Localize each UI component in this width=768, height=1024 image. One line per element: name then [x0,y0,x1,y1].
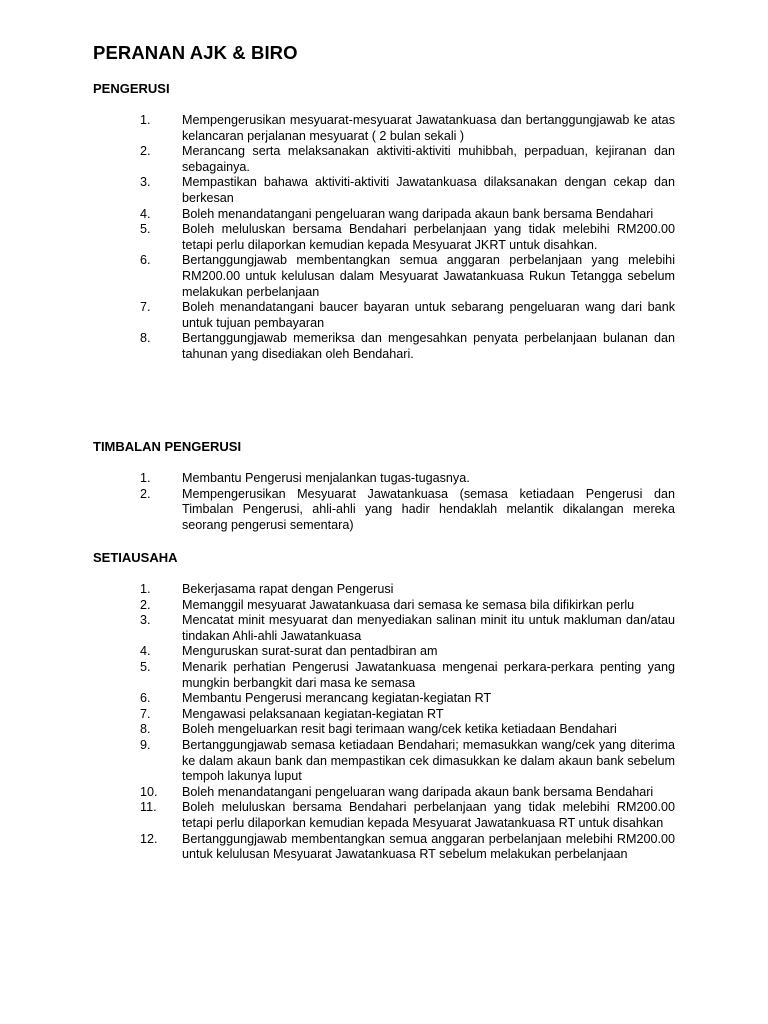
item-text: Mencatat minit mesyuarat dan menyediakan salinan minit itu untuk makluman dan/atau tindakan Ahli-ahli Jawatankuasa [182,613,675,643]
list-item [140,738,675,785]
item-text: Boleh meluluskan bersama Bendahari perbelanjaan yang tidak melebihi RM200.00 tetapi perlu dilaporkan kemudian kepada Mesyuarat Jawatankuasa RT untuk disahkan [182,800,675,830]
item-number: 6. [140,253,151,268]
list-item [140,207,675,223]
section-list-setiausaha [140,582,675,863]
item-number: 11. [140,800,157,815]
item-text: Boleh menandatangani pengeluaran wang daripada akaun bank bersama Bendahari [182,784,654,799]
item-text: Boleh meluluskan bersama Bendahari perbelanjaan yang tidak melebihi RM200.00 tetapi perlu dilaporkan kemudian kepada Mesyuarat JKRT untuk disahkan. [182,222,675,252]
list-item [140,175,675,206]
item-number: 6. [140,691,151,706]
item-number: 2. [140,597,151,612]
section-heading-setiausaha: SETIAUSAHA [93,550,178,565]
item-text: Bertanggungjawab membentangkan semua anggaran perbelanjaan yang melebihi RM200.00 untuk kelulusan dalam Mesyuarat Jawatankuasa Rukun Tetangga sebelum melakukan perbelanjaan [182,253,675,299]
item-number: 2. [140,144,151,159]
list-item [140,691,675,707]
list-item [140,722,675,738]
list-item [140,300,675,331]
item-text: Bertanggungjawab membentangkan semua anggaran perbelanjaan melebihi RM200.00 untuk kelulusan Mesyuarat Jawatankuasa RT sebelum melakukan perbelanjaan [182,831,675,862]
item-number: 1. [140,582,151,596]
list-item [140,113,675,144]
item-number: 8. [140,722,151,737]
item-text: Menarik perhatian Pengerusi Jawatankuasa mengenai perkara-perkara penting yang mungkin berbangkit dari masa ke semasa [182,659,675,690]
section-heading-timbalan-pengerusi: TIMBALAN PENGERUSI [93,439,242,454]
list-item [140,707,675,723]
item-text: Mengawasi pelaksanaan kegiatan-kegiatan RT [182,706,444,721]
list-item [140,832,675,863]
section-list-pengerusi [140,113,675,363]
item-text: Mempengerusikan Mesyuarat Jawatankuasa (semasa ketiadaan Pengerusi dan Timbalan Pengerusi, ahli-ahli yang hadir hendaklah melantik dikalangan mereka seorang pengerusi sementara) [182,486,675,532]
list-item [140,331,675,362]
list-item [140,660,675,691]
item-text: Membantu Pengerusi menjalankan tugas-tugasnya. [182,471,470,485]
item-number: 3. [140,175,151,190]
item-text: Boleh mengeluarkan resit bagi terimaan wang/cek ketika ketiadaan Bendahari [182,722,617,737]
item-text: Merancang serta melaksanakan aktiviti-aktiviti muhibbah, perpaduan, kejiranan dan sebagainya. [182,144,675,174]
list-item [140,800,675,831]
list-item [140,144,675,175]
item-number: 4. [140,206,151,221]
item-number: 7. [140,706,151,721]
list-item [140,222,675,253]
item-text: Bertanggungjawab memeriksa dan mengesahkan penyata perbelanjaan bulanan dan tahunan yang disediakan oleh Bendahari. [182,331,675,361]
item-number: 1. [140,471,151,485]
list-item [140,253,675,300]
section-list-timbalan-pengerusi [140,471,675,533]
list-item [140,613,675,644]
item-number: 5. [140,659,151,674]
list-item [140,785,675,801]
item-text: Mempastikan bahawa aktiviti-aktiviti Jawatankuasa dilaksanakan dengan cekap dan berkesan [182,175,675,205]
item-text: Boleh menandatangani baucer bayaran untuk sebarang pengeluaran wang dari bank untuk tujuan pembayaran [182,300,675,330]
item-number: 10. [140,784,158,799]
item-number: 2. [140,486,151,501]
item-number: 1. [140,113,151,127]
item-text: Mempengerusikan mesyuarat-mesyuarat Jawatankuasa dan bertanggungjawab ke atas kelancaran perjalanan mesyuarat ( 2 bulan sekali ) [182,113,675,143]
item-text: Membantu Pengerusi merancang kegiatan-kegiatan RT [182,691,492,706]
item-number: 3. [140,613,151,628]
item-number: 7. [140,300,151,315]
item-number: 12. [140,831,158,846]
list-item [140,598,675,614]
item-text: Memanggil mesyuarat Jawatankuasa dari semasa ke semasa bila difikirkan perlu [182,597,635,612]
item-text: Boleh menandatangani pengeluaran wang daripada akaun bank bersama Bendahari [182,206,654,221]
item-number: 4. [140,644,151,659]
item-number: 9. [140,737,151,752]
item-number: 5. [140,222,151,237]
item-text: Bertanggungjawab semasa ketiadaan Bendahari; memasukkan wang/cek yang diterima ke dalam akaun bank dan mempastikan cek dimasukkan ke dalam akaun bank sebelum tempoh lakunya luput [182,737,675,784]
list-item [140,582,675,598]
list-item [140,644,675,660]
section-heading-pengerusi: PENGERUSI [93,81,170,96]
item-text: Bekerjasama rapat dengan Pengerusi [182,582,394,596]
item-text: Menguruskan surat-surat dan pentadbiran am [182,644,438,659]
document-title: PERANAN AJK & BIRO [93,42,298,63]
list-item [140,471,675,487]
item-number: 8. [140,331,151,346]
list-item [140,487,675,534]
